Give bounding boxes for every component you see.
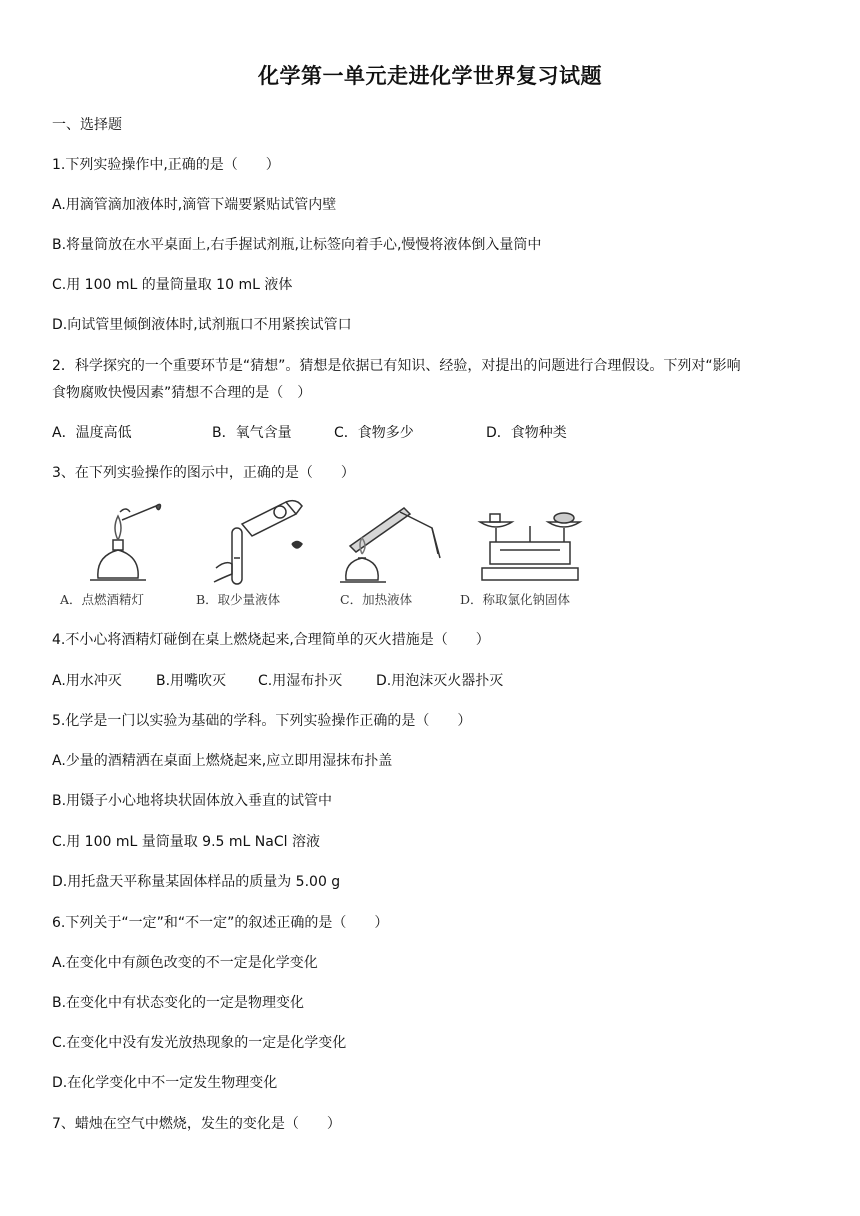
figure-d [460, 498, 590, 610]
figure-b [196, 498, 326, 610]
question-2-options [52, 423, 567, 443]
figure-c [340, 498, 470, 610]
heating-test-tube-icon [340, 498, 470, 588]
alcohol-lamp-lighting-icon [60, 498, 190, 588]
question-2-option-b: B．氧气含量 [212, 425, 292, 441]
question-2-option-d: D．食物种类 [486, 425, 567, 441]
question-5-option-c: C.用 100 mL 量筒量取 9.5 mL NaCl 溶液 [52, 834, 320, 850]
question-3-figures [60, 498, 620, 610]
figure-c-caption: C．加热液体 [340, 592, 413, 607]
question-4-option-b: B.用嘴吹灭 [156, 673, 227, 689]
question-1-option-c: C.用 100 mL 的量筒量取 10 mL 液体 [52, 277, 293, 293]
question-3-stem: 3、在下列实验操作的图示中，正确的是（ ） [52, 465, 355, 481]
question-1-stem: 1.下列实验操作中,正确的是（ ） [52, 157, 280, 173]
question-2-option-c: C．食物多少 [334, 425, 414, 441]
question-6-option-d: D.在化学变化中不一定发生物理变化 [52, 1075, 278, 1091]
balance-scale-icon [460, 498, 590, 588]
figure-b-caption: B．取少量液体 [196, 592, 281, 607]
question-5-option-b: B.用镊子小心地将块状固体放入垂直的试管中 [52, 793, 333, 809]
question-5-option-a: A.少量的酒精洒在桌面上燃烧起来,应立即用湿抹布扑盖 [52, 753, 393, 769]
question-5-option-d: D.用托盘天平称量某固体样品的质量为 5.00 g [52, 874, 341, 890]
question-2-option-a: A．温度高低 [52, 425, 132, 441]
question-2-stem-line-1: 2．科学探究的一个重要环节是“猜想”。猜想是依据已有知识、经验，对提出的问题进行合理假设。下列对“影响 [52, 358, 741, 374]
question-4-option-d: D.用泡沫灭火器扑灭 [376, 673, 504, 689]
question-6-option-b: B.在变化中有状态变化的一定是物理变化 [52, 995, 305, 1011]
question-4-option-c: C.用湿布扑灭 [258, 673, 343, 689]
question-6-option-a: A.在变化中有颜色改变的不一定是化学变化 [52, 955, 318, 971]
question-4-stem: 4.不小心将酒精灯碰倒在桌上燃烧起来,合理简单的灭火措施是（ ） [52, 632, 490, 648]
question-5-stem: 5.化学是一门以实验为基础的学科。下列实验操作正确的是（ ） [52, 713, 472, 729]
question-7-stem: 7、蜡烛在空气中燃烧，发生的变化是（ ） [52, 1116, 341, 1132]
question-2-stem-line-2: 食物腐败快慢因素”猜想不合理的是（ ） [52, 385, 312, 401]
question-6-stem: 6.下列关于“一定”和“不一定”的叙述正确的是（ ） [52, 915, 389, 931]
question-6-option-c: C.在变化中没有发光放热现象的一定是化学变化 [52, 1035, 347, 1051]
figure-a [60, 498, 190, 610]
question-1-option-a: A.用滴管滴加液体时,滴管下端要紧贴试管内壁 [52, 197, 337, 213]
question-1-option-d: D.向试管里倾倒液体时,试剂瓶口不用紧挨试管口 [52, 317, 352, 333]
question-4-option-a: A.用水冲灭 [52, 673, 122, 689]
question-4-options [52, 671, 503, 691]
pouring-liquid-icon [196, 498, 326, 588]
figure-d-caption: D．称取氯化钠固体 [460, 592, 571, 607]
figure-a-caption: A．点燃酒精灯 [60, 592, 145, 607]
section-heading: 一、选择题 [52, 117, 122, 133]
page-title: 化学第一单元走进化学世界复习试题 [258, 64, 602, 88]
question-1-option-b: B.将量筒放在水平桌面上,右手握试剂瓶,让标签向着手心,慢慢将液体倒入量筒中 [52, 237, 542, 253]
